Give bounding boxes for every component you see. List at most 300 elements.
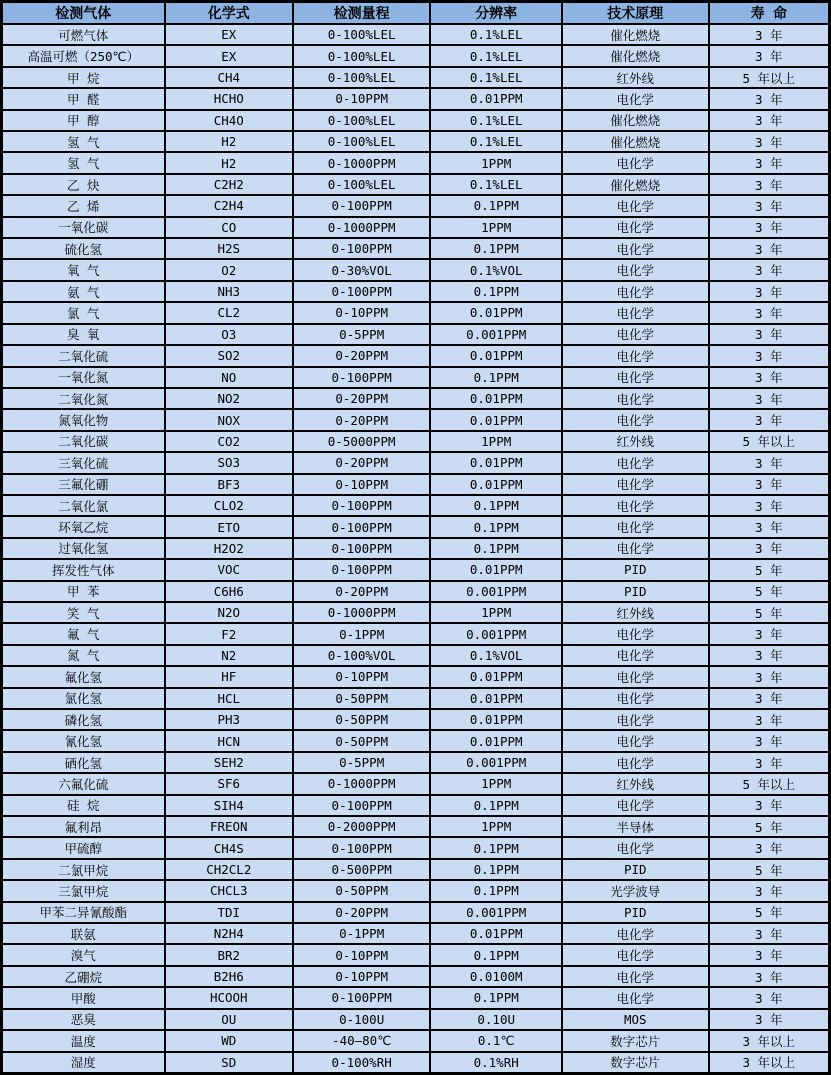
cell: 氢 气 [2, 131, 165, 152]
cell: 挥发性气体 [2, 559, 165, 580]
cell: 甲 醛 [2, 88, 165, 109]
cell: H2 [165, 152, 293, 173]
cell: 0.01PPM [430, 730, 562, 751]
cell: 0.001PPM [430, 581, 562, 602]
cell: 电化学 [562, 259, 709, 280]
cell: NO [165, 367, 293, 388]
cell: 0.001PPM [430, 752, 562, 773]
cell: N2 [165, 645, 293, 666]
cell: 0-100PPM [293, 538, 430, 559]
cell: FREON [165, 816, 293, 837]
cell: 0-10PPM [293, 302, 430, 323]
cell: 电化学 [562, 367, 709, 388]
cell: 0.1%LEL [430, 131, 562, 152]
cell: 3 年 [709, 966, 830, 987]
cell: 电化学 [562, 324, 709, 345]
column-header-4: 技术原理 [562, 2, 709, 25]
cell: 电化学 [562, 495, 709, 516]
table-row [2, 730, 830, 751]
table-row [2, 195, 830, 216]
table-row [2, 45, 830, 66]
cell: 3 年 [709, 666, 830, 687]
cell: 乙 烯 [2, 195, 165, 216]
table-row [2, 859, 830, 880]
cell: 电化学 [562, 645, 709, 666]
cell: 3 年 [709, 944, 830, 965]
cell: 催化燃烧 [562, 24, 709, 45]
cell: 3 年 [709, 345, 830, 366]
cell: 氧 气 [2, 259, 165, 280]
table-body [2, 24, 830, 1074]
cell: 氰化氢 [2, 730, 165, 751]
cell: 0-100PPM [293, 837, 430, 858]
table-row [2, 88, 830, 109]
cell: 可燃气体 [2, 24, 165, 45]
cell: 0-50PPM [293, 730, 430, 751]
cell: 0-1000PPM [293, 602, 430, 623]
cell: SO3 [165, 452, 293, 473]
cell: 电化学 [562, 752, 709, 773]
cell: 0.0100M [430, 966, 562, 987]
cell: 0-20PPM [293, 409, 430, 430]
cell: 0-20PPM [293, 902, 430, 923]
cell: NOX [165, 409, 293, 430]
table-row [2, 110, 830, 131]
table-row [2, 152, 830, 173]
table-row [2, 1030, 830, 1051]
table-row [2, 538, 830, 559]
cell: 氨 气 [2, 281, 165, 302]
cell: 3 年 [709, 195, 830, 216]
cell: 3 年 [709, 110, 830, 131]
cell: 0-50PPM [293, 688, 430, 709]
cell: 0-2000PPM [293, 816, 430, 837]
cell: 3 年 [709, 645, 830, 666]
cell: 0-100PPM [293, 559, 430, 580]
cell: 甲硫醇 [2, 837, 165, 858]
cell: 电化学 [562, 795, 709, 816]
cell: 三氟化硼 [2, 474, 165, 495]
cell: HCHO [165, 88, 293, 109]
cell: MOS [562, 1009, 709, 1030]
cell: 0-100PPM [293, 516, 430, 537]
cell: 3 年 [709, 516, 830, 537]
cell: 过氧化氢 [2, 538, 165, 559]
cell: 氯化氢 [2, 688, 165, 709]
cell: SF6 [165, 773, 293, 794]
cell: C2H4 [165, 195, 293, 216]
cell: 0-100PPM [293, 195, 430, 216]
table-row [2, 174, 830, 195]
cell: 0.1PPM [430, 367, 562, 388]
cell: 温度 [2, 1030, 165, 1051]
cell: 湿度 [2, 1052, 165, 1074]
cell: 0-5000PPM [293, 431, 430, 452]
cell: 0-100PPM [293, 987, 430, 1008]
cell: 3 年 [709, 452, 830, 473]
cell: 0.1PPM [430, 944, 562, 965]
cell: 电化学 [562, 452, 709, 473]
cell: 甲 苯 [2, 581, 165, 602]
cell: 电化学 [562, 666, 709, 687]
cell: 氟利昂 [2, 816, 165, 837]
table-row [2, 409, 830, 430]
cell: 5 年 [709, 559, 830, 580]
cell: B2H6 [165, 966, 293, 987]
cell: EX [165, 24, 293, 45]
cell: 电化学 [562, 345, 709, 366]
cell: 电化学 [562, 281, 709, 302]
cell: 电化学 [562, 709, 709, 730]
cell: 0-100%VOL [293, 645, 430, 666]
cell: 0.1PPM [430, 516, 562, 537]
cell: 3 年以上 [709, 1052, 830, 1074]
cell: 0-30%VOL [293, 259, 430, 280]
cell: 3 年以上 [709, 1030, 830, 1051]
table-row [2, 944, 830, 965]
table-row [2, 24, 830, 45]
cell: ETO [165, 516, 293, 537]
cell: 乙 炔 [2, 174, 165, 195]
cell: CH4S [165, 837, 293, 858]
cell: H2 [165, 131, 293, 152]
cell: 0-100%LEL [293, 110, 430, 131]
cell: 甲 醇 [2, 110, 165, 131]
cell: CLO2 [165, 495, 293, 516]
cell: 恶臭 [2, 1009, 165, 1030]
table-row [2, 623, 830, 644]
cell: 5 年 [709, 602, 830, 623]
cell: 0-100U [293, 1009, 430, 1030]
cell: PID [562, 559, 709, 580]
cell: 0.1%LEL [430, 45, 562, 66]
cell: 电化学 [562, 623, 709, 644]
table-row [2, 131, 830, 152]
cell: 乙硼烷 [2, 966, 165, 987]
cell: WD [165, 1030, 293, 1051]
table-row [2, 966, 830, 987]
cell: 电化学 [562, 730, 709, 751]
cell: 0.1%VOL [430, 259, 562, 280]
cell: 1PPM [430, 217, 562, 238]
cell: 二氧化碳 [2, 431, 165, 452]
cell: 磷化氢 [2, 709, 165, 730]
cell: 0-10PPM [293, 474, 430, 495]
cell: 氢 气 [2, 152, 165, 173]
table-row [2, 474, 830, 495]
cell: 1PPM [430, 152, 562, 173]
cell: F2 [165, 623, 293, 644]
table-row [2, 666, 830, 687]
cell: 1PPM [430, 431, 562, 452]
cell: 半导体 [562, 816, 709, 837]
table-row [2, 495, 830, 516]
cell: C6H6 [165, 581, 293, 602]
column-header-3: 分辨率 [430, 2, 562, 25]
cell: 3 年 [709, 987, 830, 1008]
cell: HCL [165, 688, 293, 709]
cell: 0.01PPM [430, 666, 562, 687]
cell: 电化学 [562, 238, 709, 259]
table-row [2, 795, 830, 816]
cell: SIH4 [165, 795, 293, 816]
cell: 环氧乙烷 [2, 516, 165, 537]
table-row [2, 709, 830, 730]
cell: 电化学 [562, 987, 709, 1008]
cell: 0.10U [430, 1009, 562, 1030]
cell: 0.1PPM [430, 837, 562, 858]
cell: HCN [165, 730, 293, 751]
cell: -40—80℃ [293, 1030, 430, 1051]
cell: 3 年 [709, 730, 830, 751]
cell: 3 年 [709, 238, 830, 259]
cell: 0.1%LEL [430, 24, 562, 45]
cell: 0-20PPM [293, 388, 430, 409]
cell: 红外线 [562, 431, 709, 452]
cell: 3 年 [709, 24, 830, 45]
cell: 0.01PPM [430, 688, 562, 709]
cell: 0-100PPM [293, 281, 430, 302]
cell: 电化学 [562, 837, 709, 858]
cell: 电化学 [562, 538, 709, 559]
column-header-2: 检测量程 [293, 2, 430, 25]
cell: 0.01PPM [430, 474, 562, 495]
cell: SO2 [165, 345, 293, 366]
cell: 氮氧化物 [2, 409, 165, 430]
table-row [2, 388, 830, 409]
cell: 红外线 [562, 773, 709, 794]
cell: 3 年 [709, 923, 830, 944]
cell: 电化学 [562, 217, 709, 238]
cell: 3 年 [709, 538, 830, 559]
table-row [2, 367, 830, 388]
cell: 5 年 [709, 581, 830, 602]
table-row [2, 688, 830, 709]
cell: 甲 烷 [2, 67, 165, 88]
table-row [2, 1052, 830, 1074]
cell: 催化燃烧 [562, 131, 709, 152]
cell: 0-100PPM [293, 795, 430, 816]
cell: 电化学 [562, 409, 709, 430]
cell: NO2 [165, 388, 293, 409]
table-row [2, 324, 830, 345]
cell: 0-1000PPM [293, 217, 430, 238]
cell: 3 年 [709, 45, 830, 66]
cell: 电化学 [562, 966, 709, 987]
cell: 3 年 [709, 709, 830, 730]
table-row [2, 752, 830, 773]
cell: N2H4 [165, 923, 293, 944]
cell: 0.01PPM [430, 388, 562, 409]
column-header-0: 检测气体 [2, 2, 165, 25]
cell: 0.1%VOL [430, 645, 562, 666]
cell: 3 年 [709, 495, 830, 516]
cell: NH3 [165, 281, 293, 302]
cell: 电化学 [562, 474, 709, 495]
table-row [2, 1009, 830, 1030]
cell: 5 年 [709, 902, 830, 923]
cell: 0-100%LEL [293, 45, 430, 66]
cell: 氟 气 [2, 623, 165, 644]
cell: 0-10PPM [293, 88, 430, 109]
table-row [2, 238, 830, 259]
cell: 1PPM [430, 773, 562, 794]
cell: 3 年 [709, 623, 830, 644]
cell: 0.1PPM [430, 281, 562, 302]
cell: 5 年以上 [709, 67, 830, 88]
cell: TDI [165, 902, 293, 923]
cell: 0-20PPM [293, 581, 430, 602]
cell: 0.1%LEL [430, 67, 562, 88]
table-row [2, 452, 830, 473]
cell: 5 年 [709, 859, 830, 880]
cell: C2H2 [165, 174, 293, 195]
cell: 三氯甲烷 [2, 880, 165, 901]
cell: 催化燃烧 [562, 174, 709, 195]
cell: 二氧化硫 [2, 345, 165, 366]
table-row [2, 516, 830, 537]
cell: 催化燃烧 [562, 110, 709, 131]
cell: 溴气 [2, 944, 165, 965]
cell: 0-50PPM [293, 880, 430, 901]
cell: 0-100%RH [293, 1052, 430, 1074]
cell: 0-100%LEL [293, 174, 430, 195]
cell: 0.001PPM [430, 324, 562, 345]
table-row [2, 987, 830, 1008]
cell: 3 年 [709, 174, 830, 195]
table-row [2, 880, 830, 901]
cell: HCOOH [165, 987, 293, 1008]
cell: 3 年 [709, 409, 830, 430]
column-header-1: 化学式 [165, 2, 293, 25]
cell: 3 年 [709, 474, 830, 495]
cell: 0.1PPM [430, 538, 562, 559]
cell: 电化学 [562, 688, 709, 709]
cell: 氯 气 [2, 302, 165, 323]
cell: 3 年 [709, 152, 830, 173]
cell: 电化学 [562, 388, 709, 409]
cell: 0-1000PPM [293, 152, 430, 173]
cell: 3 年 [709, 1009, 830, 1030]
cell: 电化学 [562, 195, 709, 216]
cell: 0-100PPM [293, 238, 430, 259]
table-row [2, 559, 830, 580]
cell: 3 年 [709, 752, 830, 773]
cell: 0-100%LEL [293, 24, 430, 45]
cell: 3 年 [709, 324, 830, 345]
cell: 电化学 [562, 923, 709, 944]
cell: VOC [165, 559, 293, 580]
table-row [2, 302, 830, 323]
cell: 0.01PPM [430, 409, 562, 430]
cell: 氟化氢 [2, 666, 165, 687]
cell: 3 年 [709, 259, 830, 280]
cell: SD [165, 1052, 293, 1074]
cell: EX [165, 45, 293, 66]
cell: 硫化氢 [2, 238, 165, 259]
table-row [2, 645, 830, 666]
cell: 电化学 [562, 88, 709, 109]
cell: 0-100PPM [293, 495, 430, 516]
cell: 红外线 [562, 602, 709, 623]
header-row [2, 2, 830, 25]
cell: 六氟化硫 [2, 773, 165, 794]
table-row [2, 923, 830, 944]
cell: 0.1%LEL [430, 174, 562, 195]
cell: 0.01PPM [430, 88, 562, 109]
cell: 数字芯片 [562, 1052, 709, 1074]
cell: H2O2 [165, 538, 293, 559]
table-row [2, 581, 830, 602]
cell: 二氧化氮 [2, 388, 165, 409]
cell: 3 年 [709, 837, 830, 858]
cell: 臭 氧 [2, 324, 165, 345]
cell: CL2 [165, 302, 293, 323]
cell: BF3 [165, 474, 293, 495]
cell: PID [562, 859, 709, 880]
cell: 0.01PPM [430, 559, 562, 580]
cell: 0.1PPM [430, 238, 562, 259]
cell: 0.1%RH [430, 1052, 562, 1074]
cell: 3 年 [709, 281, 830, 302]
cell: 0.1PPM [430, 195, 562, 216]
cell: CH4 [165, 67, 293, 88]
cell: 3 年 [709, 367, 830, 388]
cell: 0-20PPM [293, 452, 430, 473]
cell: 电化学 [562, 516, 709, 537]
cell: 5 年以上 [709, 773, 830, 794]
cell: 甲苯二异氰酸酯 [2, 902, 165, 923]
table-row [2, 816, 830, 837]
cell: O3 [165, 324, 293, 345]
cell: 电化学 [562, 152, 709, 173]
cell: 0-100%LEL [293, 67, 430, 88]
cell: 3 年 [709, 88, 830, 109]
cell: 0.01PPM [430, 709, 562, 730]
cell: 氮 气 [2, 645, 165, 666]
table-row [2, 281, 830, 302]
cell: H2S [165, 238, 293, 259]
cell: 0.1℃ [430, 1030, 562, 1051]
cell: 0-1PPM [293, 923, 430, 944]
table-row [2, 431, 830, 452]
cell: N2O [165, 602, 293, 623]
table-row [2, 837, 830, 858]
cell: 二氧化氯 [2, 495, 165, 516]
table-row [2, 602, 830, 623]
cell: 0.1PPM [430, 795, 562, 816]
cell: 5 年以上 [709, 431, 830, 452]
cell: 0-100%LEL [293, 131, 430, 152]
cell: 电化学 [562, 302, 709, 323]
cell: 3 年 [709, 302, 830, 323]
cell: 数字芯片 [562, 1030, 709, 1051]
cell: CO [165, 217, 293, 238]
cell: 0.01PPM [430, 345, 562, 366]
cell: 0-500PPM [293, 859, 430, 880]
cell: 3 年 [709, 388, 830, 409]
cell: 0.1PPM [430, 987, 562, 1008]
cell: 0.001PPM [430, 623, 562, 644]
cell: 光学波导 [562, 880, 709, 901]
cell: 0.1PPM [430, 880, 562, 901]
cell: 3 年 [709, 795, 830, 816]
cell: 红外线 [562, 67, 709, 88]
cell: 电化学 [562, 944, 709, 965]
cell: 0.01PPM [430, 923, 562, 944]
cell: 0-5PPM [293, 324, 430, 345]
cell: 0.01PPM [430, 302, 562, 323]
